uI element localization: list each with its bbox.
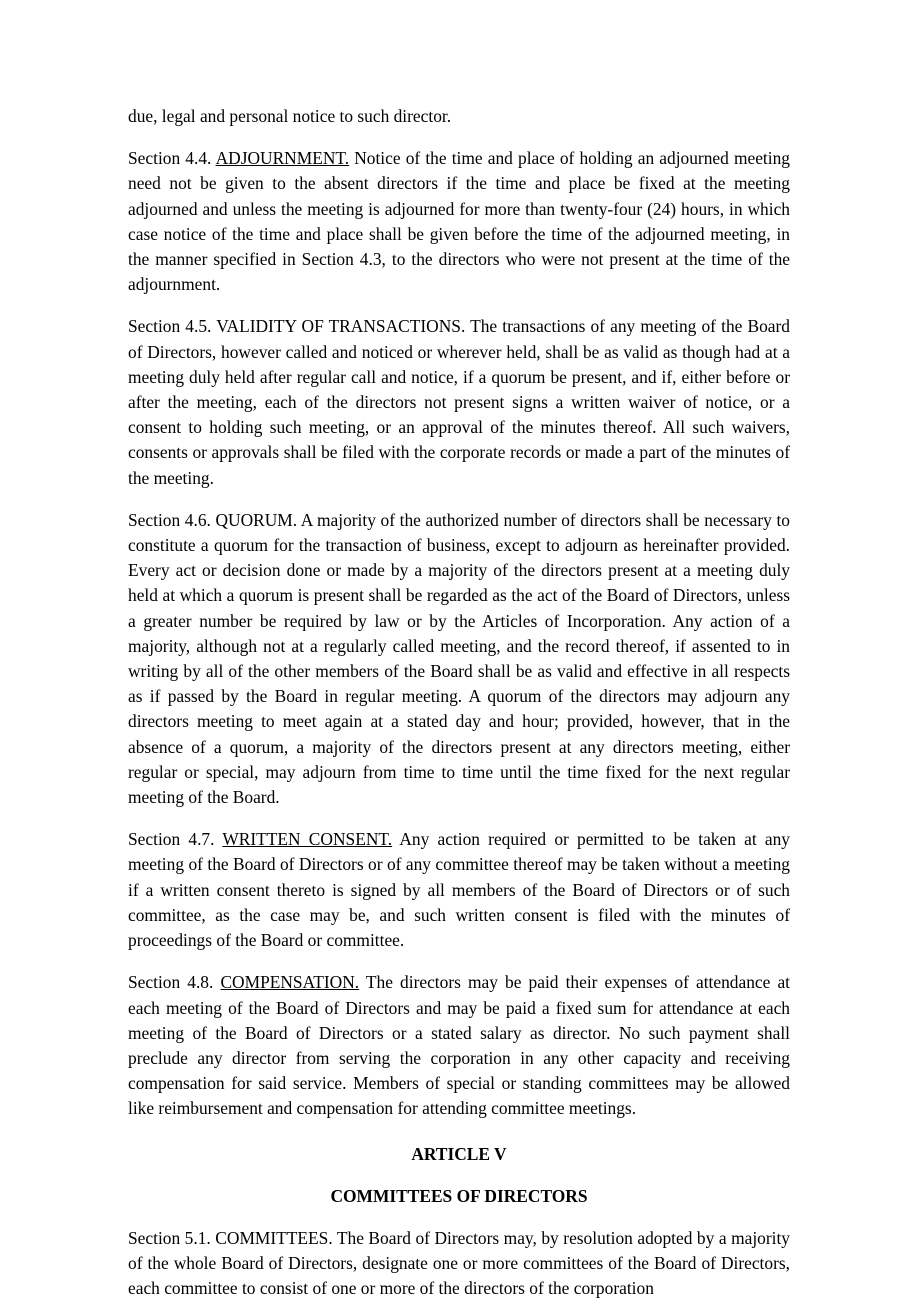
paragraph-text: Section 4.5. VALIDITY OF TRANSACTIONS. The transactions of any meeting of the Board of Directors, however called and noticed or wherever held, shall be as valid as though had at a meeting duly held after regular call and notice, if a quorum be present, and if, either before or after the meeting, each of the directors not present signs a written waiver of notice, or a consent to holding such meeting, or an approval of the minutes thereof. All such waivers, consents or approvals shall be filed with the corporate records or made a part of the minutes of the meeting. [128, 316, 790, 488]
paragraph-section-4-4 [128, 146, 790, 297]
paragraph-continued-notice [128, 104, 790, 129]
paragraph-text: Section 4.6. QUORUM. A majority of the authorized number of directors shall be necessary to constitute a quorum for the transaction of business, except to adjourn as hereinafter provided. Every act or decision done or made by a majority of the directors present at a meeting duly held at which a quorum is present shall be regarded as the act of the Board of Directors, unless a greater number be required by law or by the Articles of Incorporation. Any action of a majority, although not at a regularly called meeting, and the record thereof, if assented to in writing by all of the other members of the Board shall be as valid and effective in all respects as if passed by the Board in regular meeting. A quorum of the directors may adjourn any directors meeting to meet again at a stated day and hour; provided, however, that in the absence of a quorum, a majority of the directors present at any directors meeting, either regular or special, may adjourn from time to time until the time fixed for the next regular meeting of the Board. [128, 509, 790, 808]
section-label: Section 4.4. [128, 148, 216, 169]
paragraph-text: Notice of the time and place of holding an adjourned meeting need not be given to the absent directors if the time and place be fixed at the meeting adjourned and unless the meeting is adjourned for more than twenty-four (24) hours, in which case notice of the time and place shall be given before the time of the adjourned meeting, in the manner specified in Section 4.3, to the directors who were not present at the time of the adjournment. [128, 148, 790, 295]
paragraph-text: The directors may be paid their expenses of attendance at each meeting of the Board of Directors and may be paid a fixed sum for attendance at each meeting of the Board of Directors or a stated salary as director. No such payment shall preclude any director from serving the corporation in any other capacity and receiving compensation for said service. Members of special or standing committees may be allowed like reimbursement and compensation for attending committee meetings. [128, 972, 790, 1119]
paragraph-section-4-8 [128, 970, 790, 1121]
paragraph-section-4-7 [128, 827, 790, 953]
article-subheading: COMMITTEES OF DIRECTORS [330, 1185, 588, 1206]
article-heading: ARTICLE V [411, 1143, 507, 1164]
section-title-underlined: ADJOURNMENT. [215, 148, 350, 169]
section-title-underlined: COMPENSATION. [220, 972, 360, 993]
paragraph-text: Section 5.1. COMMITTEES. The Board of Directors may, by resolution adopted by a majority of the whole Board of Directors, designate one or more committees of the Board of Directors, each committee to consist of one or more of the directors of the corporation [128, 1227, 790, 1299]
section-label: Section 4.7. [128, 829, 223, 850]
paragraph-section-5-1 [128, 1226, 790, 1302]
section-title-underlined: WRITTEN CONSENT. [222, 829, 393, 850]
paragraph-text: Any action required or permitted to be taken at any meeting of the Board of Directors or of any committee thereof may be taken without a meeting if a written consent thereto is signed by all members of the Board of Directors or of such committee, as the case may be, and such written consent is filed with the minutes of proceedings of the Board or committee. [128, 829, 790, 951]
paragraph-section-4-6 [128, 508, 790, 810]
document-body [128, 104, 790, 1302]
paragraph-text: due, legal and personal notice to such director. [128, 106, 452, 126]
paragraph-section-4-5 [128, 314, 790, 490]
section-label: Section 4.8. [128, 972, 221, 993]
